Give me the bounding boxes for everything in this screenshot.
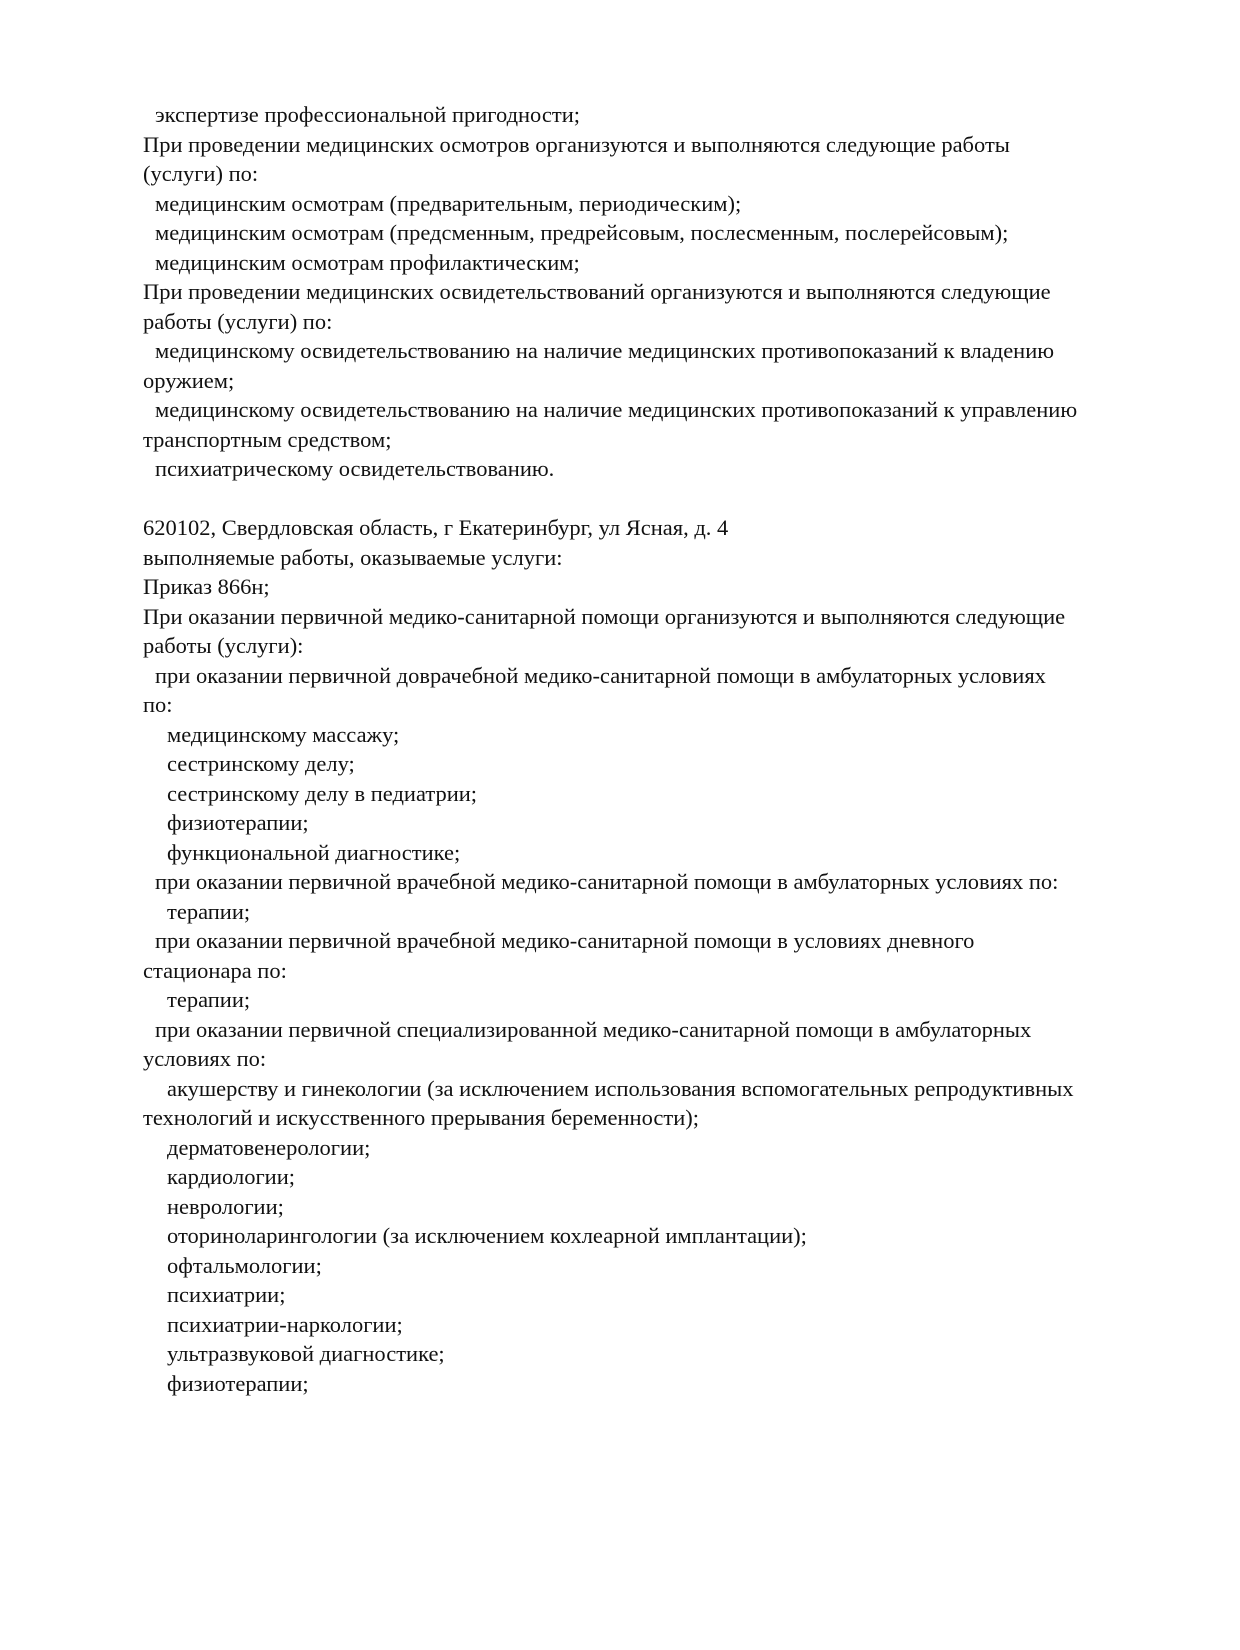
text-line: кардиологии; bbox=[167, 1164, 296, 1189]
text-line: дерматовенерологии; bbox=[167, 1134, 371, 1160]
text-line: выполняемые работы, оказываемые услуги: bbox=[143, 544, 563, 570]
text-line: сестринскому делу в педиатрии; bbox=[167, 780, 478, 806]
text-line: работы (услуги) по: bbox=[143, 308, 333, 334]
text-line: при оказании первичной врачебной медико-санитарной помощи в амбулаторных условиях по: bbox=[155, 869, 1059, 894]
text-line: оружием; bbox=[143, 367, 235, 393]
text-line: технологий и искусственного прерывания беременности); bbox=[143, 1105, 700, 1130]
text-line: условиях по: bbox=[143, 1046, 267, 1071]
text-line: экспертизе профессиональной пригодности; bbox=[155, 102, 580, 127]
text-line: при оказании первичной доврачебной медико-санитарной помощи в амбулаторных условиях bbox=[155, 662, 1046, 688]
text-line: психиатрическому освидетельствованию. bbox=[155, 456, 555, 481]
text-line: При оказании первичной медико-санитарной помощи организуются и выполняются следующие bbox=[143, 603, 1066, 629]
text-line: медицинским осмотрам профилактическим; bbox=[155, 249, 580, 275]
text-line: при оказании первичной врачебной медико-санитарной помощи в условиях дневного bbox=[155, 928, 975, 953]
text-line: ультразвуковой диагностике; bbox=[167, 1341, 445, 1366]
text-line: терапии; bbox=[167, 898, 251, 924]
text-line: психиатрии; bbox=[167, 1282, 286, 1307]
text-line: (услуги) по: bbox=[143, 161, 259, 186]
text-line: акушерству и гинекологии (за исключением использования вспомогательных репродуктивных bbox=[167, 1075, 1074, 1101]
text-line: неврологии; bbox=[167, 1193, 284, 1219]
text-line: транспортным средством; bbox=[143, 426, 392, 452]
text-line: функциональной диагностике; bbox=[167, 839, 461, 865]
text-line: медицинскому освидетельствованию на наличие медицинских противопоказаний к управлению bbox=[155, 397, 1078, 422]
text-line: при оказании первичной специализированной медико-санитарной помощи в амбулаторных bbox=[155, 1016, 1032, 1042]
text-line: 620102, Свердловская область, г Екатеринбург, ул Ясная, д. 4 bbox=[143, 515, 729, 540]
text-line: терапии; bbox=[167, 987, 251, 1012]
text-line: При проведении медицинских осмотров организуются и выполняются следующие работы bbox=[143, 131, 1010, 157]
document-body bbox=[143, 100, 1153, 1398]
text-line: стационара по: bbox=[143, 957, 287, 983]
blank-line bbox=[143, 484, 1153, 514]
text-line: физиотерапии; bbox=[167, 1370, 309, 1396]
text-line: психиатрии-наркологии; bbox=[167, 1311, 403, 1337]
text-line: физиотерапии; bbox=[167, 810, 309, 835]
text-line: медицинскому массажу; bbox=[167, 721, 400, 747]
text-line: медицинскому освидетельствованию на наличие медицинских противопоказаний к владению bbox=[155, 338, 1055, 363]
text-line: медицинским осмотрам (предсменным, предрейсовым, послесменным, послерейсовым); bbox=[155, 220, 1009, 245]
text-line: оториноларингологии (за исключением кохлеарной имплантации); bbox=[167, 1223, 807, 1248]
text-line: Приказ 866н; bbox=[143, 574, 270, 599]
text-line: сестринскому делу; bbox=[167, 751, 355, 776]
text-line: по: bbox=[143, 692, 173, 717]
text-line: медицинским осмотрам (предварительным, периодическим); bbox=[155, 190, 742, 216]
text-line: офтальмологии; bbox=[167, 1252, 322, 1278]
text-line: При проведении медицинских освидетельствований организуются и выполняются следующие bbox=[143, 279, 1051, 304]
text-line: работы (услуги): bbox=[143, 633, 304, 658]
